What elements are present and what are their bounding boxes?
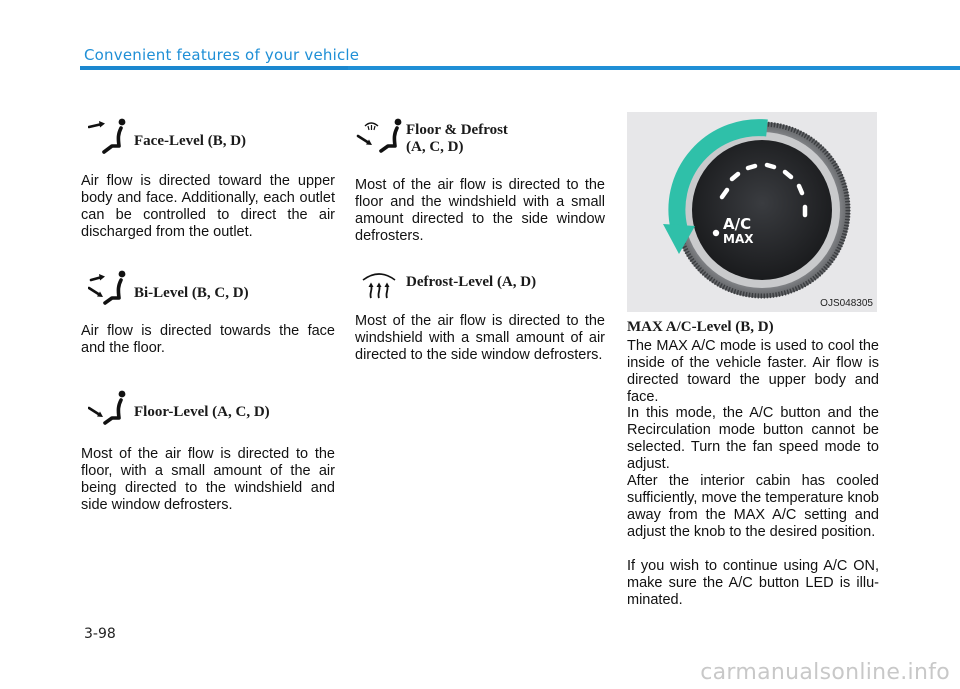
photo-code: OJS048305 bbox=[820, 298, 873, 309]
max-ac-para-2: In this mode, the A/C button and the Recirculation mode button cannot be selected. Turn the fan speed mode to adjust. bbox=[627, 405, 879, 472]
face-level-heading: Face-Level (B, D) bbox=[134, 133, 247, 149]
defrost-level-description: Most of the air flow is directed to the windshield with a small amount of air directed to the side window defrosters. bbox=[355, 313, 605, 363]
header-rule bbox=[80, 66, 960, 70]
face-level-description: Air flow is directed toward the upper body and face. Additionally, each outlet can be controlled to direct the air discharged from the outlet. bbox=[81, 173, 335, 240]
watermark: carmanualsonline.info bbox=[700, 660, 950, 685]
max-ac-heading: MAX A/C-Level (B, D) bbox=[627, 319, 774, 335]
floor-defrost-heading-line2: (A, C, D) bbox=[406, 139, 464, 155]
floor-level-heading: Floor-Level (A, C, D) bbox=[134, 404, 270, 420]
face-level-icon bbox=[88, 116, 130, 156]
ac-max-knob-illustration bbox=[627, 112, 877, 312]
bi-level-description: Air flow is directed towards the face and the floor. bbox=[81, 323, 335, 356]
section-title: Convenient features of your vehicle bbox=[84, 46, 360, 64]
max-ac-para-4: If you wish to continue using A/C ON, make sure the A/C button LED is illu-minated. bbox=[627, 558, 879, 608]
floor-level-icon bbox=[88, 388, 130, 426]
floor-defrost-heading-line1: Floor & Defrost bbox=[406, 122, 508, 138]
bi-level-icon bbox=[88, 268, 130, 306]
page-number: 3-98 bbox=[84, 626, 116, 642]
floor-defrost-icon bbox=[356, 116, 406, 154]
max-ac-para-3: After the interior cabin has cooled sufficiently, move the temperature knob away from the MAX A/C setting and adjust the knob to the desired position. bbox=[627, 473, 879, 540]
defrost-level-icon bbox=[360, 270, 398, 302]
floor-level-description: Most of the air flow is directed to the floor, with a small amount of the air being directed to the windshield and side window defrosters. bbox=[81, 446, 335, 513]
ac-max-knob-photo bbox=[627, 112, 877, 312]
knob-label-max: MAX bbox=[723, 232, 754, 246]
knob-label-ac: A/C bbox=[723, 215, 752, 233]
floor-defrost-description: Most of the air flow is directed to the floor and the windshield with a small amount directed to the side window defrosters. bbox=[355, 177, 605, 244]
bi-level-heading: Bi-Level (B, C, D) bbox=[134, 285, 249, 301]
max-ac-para-1: The MAX A/C mode is used to cool the inside of the vehicle faster. Air flow is directed toward the upper body and face. bbox=[627, 338, 879, 405]
defrost-level-heading: Defrost-Level (A, D) bbox=[406, 274, 537, 290]
